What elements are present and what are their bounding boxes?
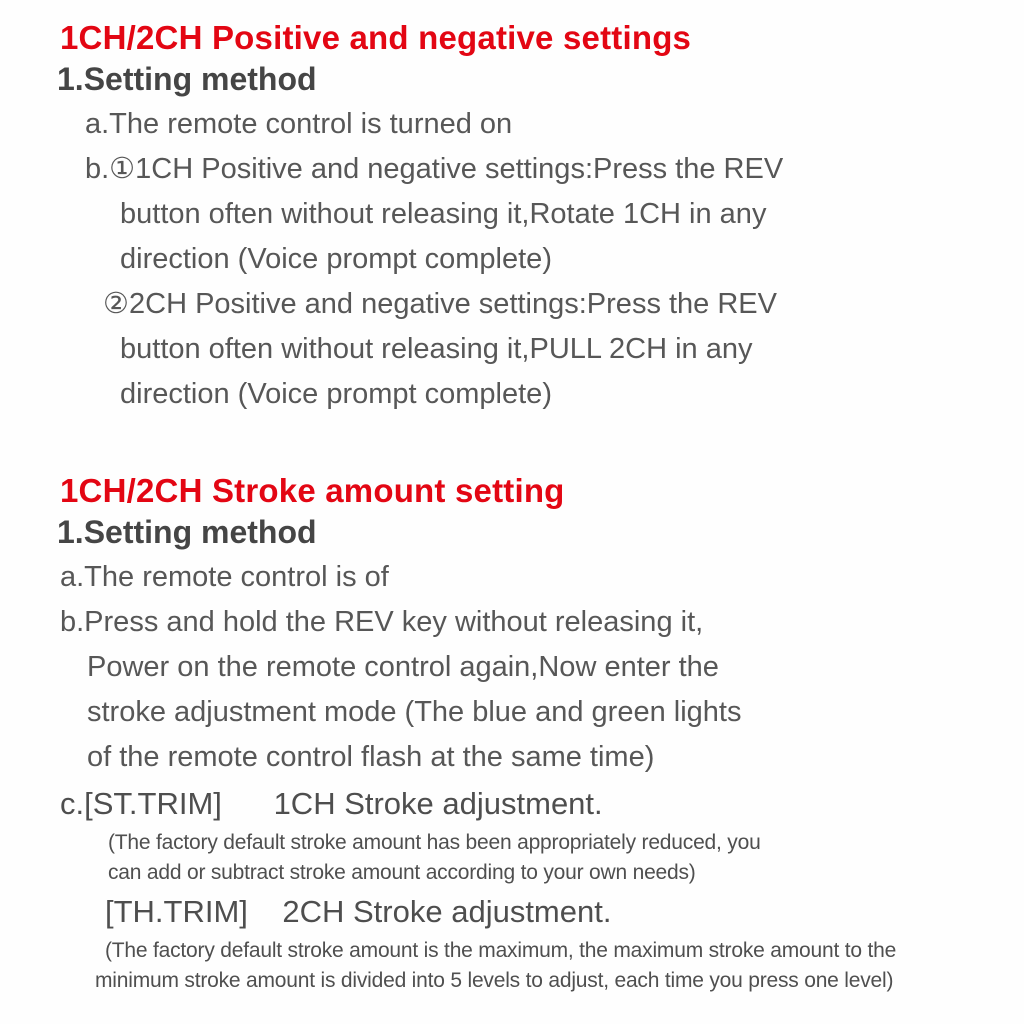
stroke-step-b-continuation-2: stroke adjustment mode (The blue and green lights — [87, 696, 742, 728]
section-title-stroke-amount: 1CH/2CH Stroke amount setting — [60, 472, 565, 509]
stroke-step-b-continuation-3: of the remote control flash at the same time) — [87, 741, 655, 773]
step-b2-voice-prompt-line: direction (Voice prompt complete) — [120, 378, 552, 410]
th-trim-note-1: (The factory default stroke amount is the maximum, the maximum stroke amount to the — [105, 939, 897, 962]
th-trim-note-2: minimum stroke amount is divided into 5 levels to adjust, each time you press one level) — [95, 969, 894, 992]
step-b-circled-2-line: ②2CH Positive and negative settings:Press the REV — [103, 288, 777, 320]
setting-method-heading-1: 1.Setting method — [57, 61, 317, 97]
st-trim-note-2: can add or subtract stroke amount according to your own needs) — [108, 861, 696, 884]
st-trim-line: c.[ST.TRIM] 1CH Stroke adjustment. — [60, 786, 603, 821]
step-b-continuation-line: button often without releasing it,Rotate 1CH in any — [120, 198, 767, 230]
section-stroke-amount — [57, 471, 994, 996]
stroke-step-b-line: b.Press and hold the REV key without releasing it, — [60, 606, 704, 638]
step-b-circled-1-line: b.①1CH Positive and negative settings:Press the REV — [85, 153, 784, 185]
setting-method-heading-2: 1.Setting method — [57, 514, 317, 550]
stroke-step-a-line: a.The remote control is of — [60, 561, 389, 593]
st-trim-note-1: (The factory default stroke amount has been appropriately reduced, you — [108, 831, 761, 854]
step-b-voice-prompt-line: direction (Voice prompt complete) — [120, 243, 552, 275]
th-trim-line: [TH.TRIM] 2CH Stroke adjustment. — [105, 894, 612, 929]
stroke-step-b-continuation-1: Power on the remote control again,Now enter the — [87, 651, 719, 683]
section-positive-negative — [57, 18, 994, 417]
section-title-positive-negative: 1CH/2CH Positive and negative settings — [60, 19, 692, 56]
step-b2-continuation-line: button often without releasing it,PULL 2CH in any — [120, 333, 753, 365]
step-a-line: a.The remote control is turned on — [85, 108, 513, 140]
